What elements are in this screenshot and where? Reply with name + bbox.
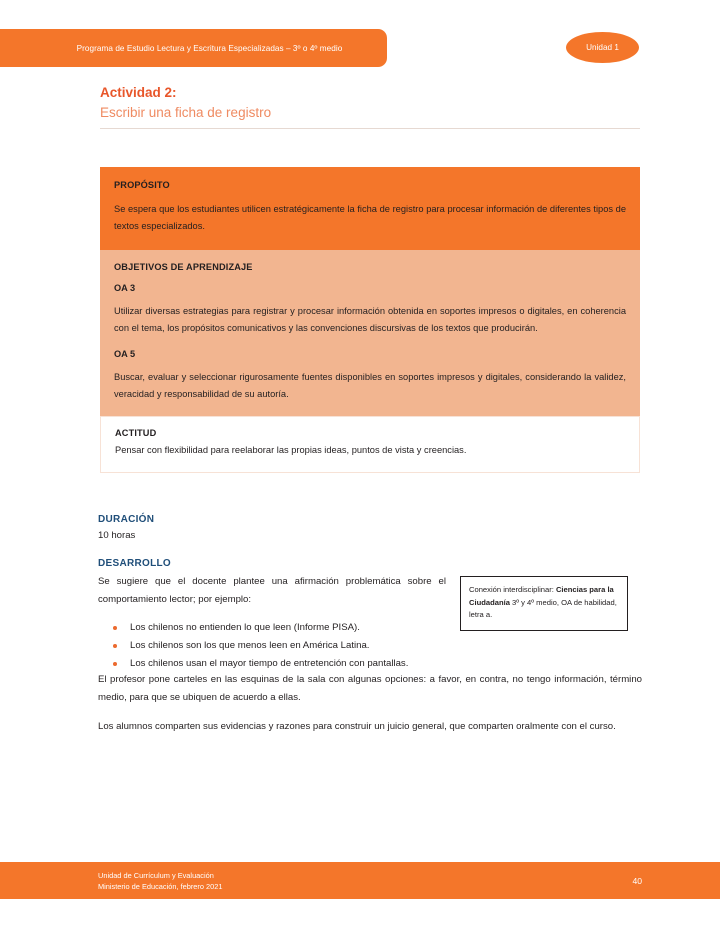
objetivos-heading: OBJETIVOS DE APRENDIZAJE (114, 262, 253, 272)
desarrollo-bullet-list (108, 619, 608, 672)
unit-badge (566, 32, 639, 63)
proposito-box (100, 167, 640, 250)
duracion-block (98, 514, 638, 544)
footer-line-2: Ministerio de Educación, febrero 2021 (98, 881, 223, 891)
desarrollo-paragraphs (98, 671, 642, 736)
actitud-heading: ACTITUD (115, 428, 157, 438)
proposito-text: Se espera que los estudiantes utilicen estratégicamente la ficha de registro para procesar información de diferentes tipos de textos especializados. (114, 204, 626, 231)
list-item: Los chilenos no entienden lo que leen (Informe PISA). (108, 619, 608, 637)
desarrollo-paragraph-1: El profesor pone carteles en las esquinas de la sala con algunas opciones: a favor, en contra, no tengo información, término medio, para que se ubiquen de acuerdo a ellas. (98, 674, 642, 703)
footer-credits (98, 870, 222, 892)
actitud-box (100, 416, 640, 473)
program-title-text: Programa de Estudio Lectura y Escritura Especializadas – 3º o 4º medio (76, 43, 343, 53)
conexion-suffix: 3º y 4º medio, OA de habilidad, letra a. (469, 597, 617, 619)
actitud-text: Pensar con flexibilidad para reelaborar las propias ideas, puntos de vista y creencias. (115, 445, 467, 455)
title-divider (100, 128, 640, 129)
unit-badge-label: Unidad 1 (586, 43, 619, 52)
activity-label: Actividad 2: (100, 85, 177, 100)
duracion-heading: DURACIÓN (98, 514, 155, 525)
list-item: Los chilenos son los que menos leen en América Latina. (108, 637, 608, 655)
list-item: Los chilenos usan el mayor tiempo de entretención con pantallas. (108, 655, 608, 673)
oa-code-3: OA 3 (114, 283, 136, 293)
duracion-value: 10 horas (98, 530, 136, 541)
objetivos-box (100, 250, 640, 416)
program-title-bar (0, 29, 387, 67)
conexion-text (469, 584, 619, 622)
desarrollo-intro: Se sugiere que el docente plantee una afirmación problemática sobre el comportamiento lector; por ejemplo: (98, 576, 446, 605)
oa-text-3: Utilizar diversas estrategias para registrar y procesar información obtenida en soportes impresos o digitales, en coherencia con el tema, los propósitos comunicativos y las convenciones discursivas de los textos que producirán. (114, 306, 626, 333)
oa-text-5: Buscar, evaluar y seleccionar rigurosamente fuentes disponibles en soportes impresos y digitales, considerando la validez, veracidad y responsabilidad de su autoría. (114, 372, 626, 399)
conexion-subject: Ciencias para la Ciudadanía (469, 585, 614, 607)
footer-line-1: Unidad de Currículum y Evaluación (98, 870, 214, 880)
activity-title-block (100, 84, 640, 129)
oa-code-5: OA 5 (114, 349, 136, 359)
desarrollo-paragraph-2: Los alumnos comparten sus evidencias y razones para construir un juicio general, que comparten oralmente con el curso. (98, 721, 616, 733)
info-boxes (100, 167, 640, 473)
proposito-heading: PROPÓSITO (114, 180, 170, 190)
desarrollo-heading: DESARROLLO (98, 558, 171, 569)
activity-name: Escribir una ficha de registro (100, 105, 272, 120)
conexion-prefix: Conexión interdisciplinar: (469, 585, 556, 594)
page-number: 40 (632, 875, 642, 886)
page-footer (0, 862, 720, 899)
